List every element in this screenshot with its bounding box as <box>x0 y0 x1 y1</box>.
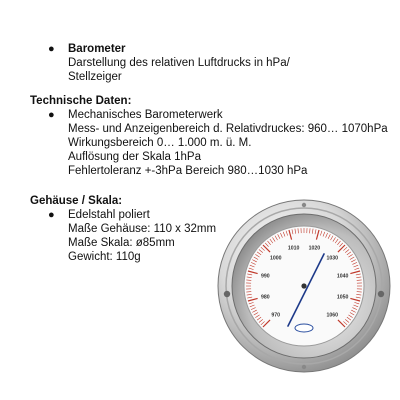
technical-data-heading: Technische Daten: <box>30 95 132 107</box>
technical-line-1: Mechanisches Barometerwerk <box>68 109 223 121</box>
technical-data-item <box>48 108 388 178</box>
scale-label: 980 <box>261 294 270 301</box>
barometer-desc-line-1: Darstellung des relativen Luftdrucks in hPa/ <box>68 57 290 69</box>
technical-line-5: Fehlertoleranz +-3hPa Bereich 980…1030 hPa <box>68 165 308 177</box>
housing-item <box>48 208 216 264</box>
technical-line-3: Wirkungsbereich 0… 1.000 m. ü. M. <box>68 137 252 149</box>
barometer-title: Barometer <box>68 43 126 55</box>
scale-label: 1000 <box>269 255 282 262</box>
needle-hub <box>301 283 306 288</box>
scale-label: 1060 <box>326 312 339 319</box>
barometer-image <box>216 198 392 374</box>
housing-line-1: Edelstahl poliert <box>68 209 150 221</box>
housing-list <box>48 208 216 264</box>
barometer-list <box>48 42 290 84</box>
scale-label: 1030 <box>326 255 339 262</box>
screw-hole-bottom <box>302 365 306 369</box>
housing-heading: Gehäuse / Skala: <box>30 195 123 207</box>
brand-logo <box>295 324 313 332</box>
technical-line-4: Auflösung der Skala 1hPa <box>68 151 201 163</box>
technical-line-2: Mess- und Anzeigenbereich d. Relativdruckes: 960… 1070hPa <box>68 123 388 135</box>
scale-label: 1020 <box>308 245 321 252</box>
housing-line-3: Maße Skala: ø85mm <box>68 237 175 249</box>
scale-label: 1010 <box>287 245 300 252</box>
barometer-desc-line-2: Stellzeiger <box>68 71 122 83</box>
bullet-icon: ● <box>48 209 55 221</box>
housing-line-2: Maße Gehäuse: 110 x 32mm <box>68 223 217 235</box>
technical-data-list <box>48 108 388 178</box>
screw-hole-top <box>302 203 306 207</box>
scale-label: 1050 <box>336 294 349 301</box>
scale-label: 990 <box>261 273 270 280</box>
bullet-icon: ● <box>48 43 55 55</box>
scale-label: 1040 <box>336 273 349 280</box>
screw-hole-left <box>224 291 230 297</box>
bullet-icon: ● <box>48 109 55 121</box>
barometer-item <box>48 42 290 84</box>
scale-label: 970 <box>271 312 281 319</box>
screw-hole-right <box>378 291 384 297</box>
housing-line-4: Gewicht: 110g <box>68 251 141 263</box>
